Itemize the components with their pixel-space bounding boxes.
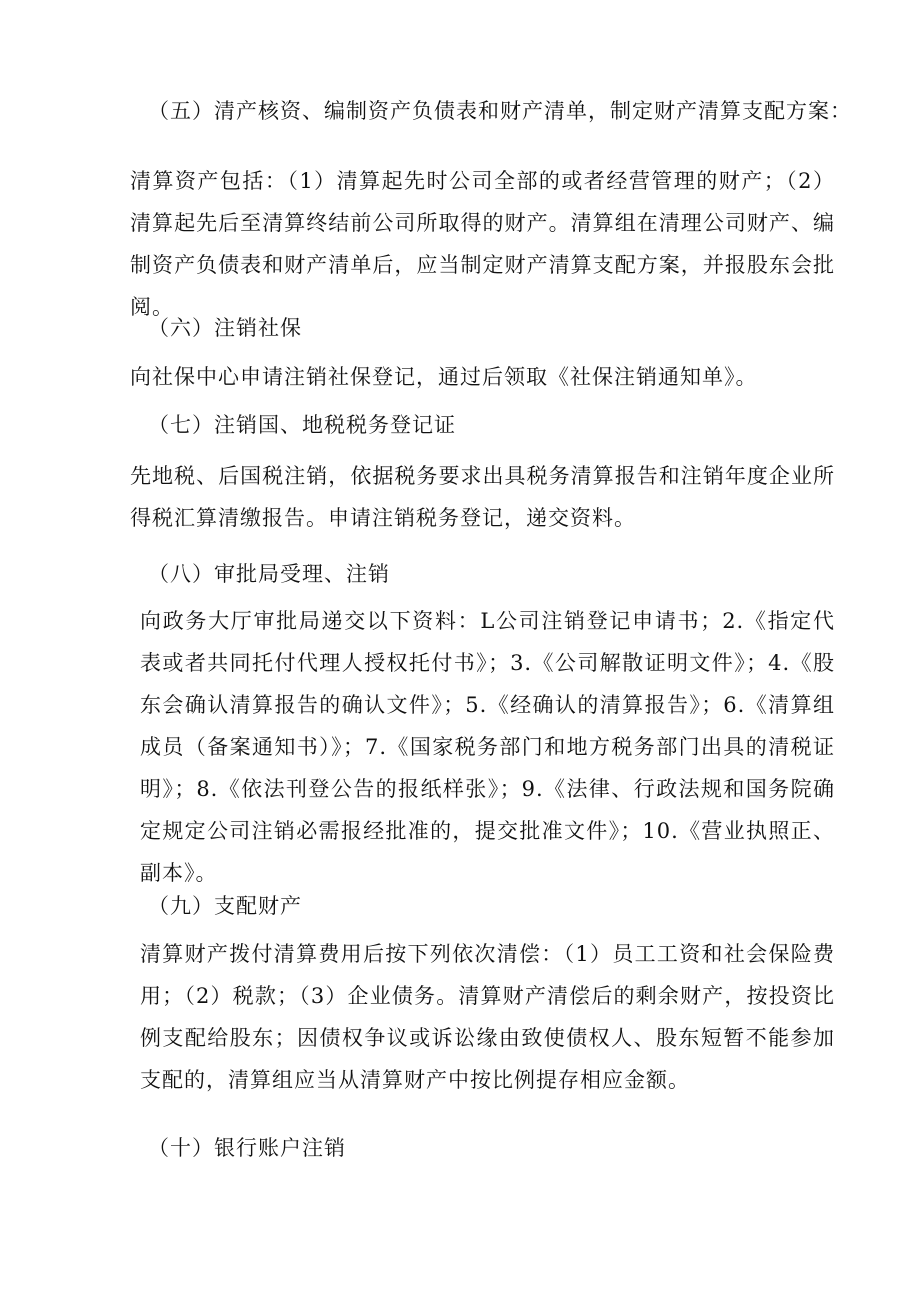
section-6-body: 向社保中心申请注销社保登记，通过后领取《社保注销通知单》。 bbox=[130, 365, 758, 389]
section-9-heading: （九）支配财产 bbox=[148, 894, 302, 918]
section-8-body: 向政务大厅审批局递交以下资料：L公司注销登记申请书；2.《指定代表或者共同托付代理人授权托付书》；3.《公司解散证明文件》；4.《股东会确认清算报告的确认文件》；5.《经确认的清算报告》；6.《清算组成员（备案通知书）》；7.《国家税务部门和地方税务部门出具的清税证明》；8.《依法刊登公告的报纸样张》；9.《法律、行政法规和国务院确定规定公司注销必需报经批准的，提交批准文件》；10.《营业执照正、副本》。 bbox=[140, 609, 835, 885]
section-8-heading: （八）审批局受理、注销 bbox=[148, 562, 390, 586]
section-10-heading: （十）银行账户注销 bbox=[148, 1136, 346, 1160]
section-5-body: 清算资产包括：（1）清算起先时公司全部的或者经营管理的财产；（2）清算起先后至清算终结前公司所取得的财产。清算组在清理公司财产、编制资产负债表和财产清单后，应当制定财产清算支配方案，并报股东会批阅。 bbox=[130, 169, 835, 319]
section-6-heading: （六）注销社保 bbox=[148, 316, 302, 340]
section-7-body: 先地税、后国税注销，依据税务要求出具税务清算报告和注销年度企业所得税汇算清缴报告。申请注销税务登记，递交资料。 bbox=[130, 464, 835, 530]
section-5-heading: （五）清产核资、编制资产负债表和财产清单，制定财产清算支配方案： bbox=[148, 99, 852, 123]
section-7-heading: （七）注销国、地税税务登记证 bbox=[148, 413, 456, 437]
section-9-body: 清算财产拨付清算费用后按下列依次清偿：（1）员工工资和社会保险费用；（2）税款；（3）企业债务。清算财产清偿后的剩余财产，按投资比例支配给股东；因债权争议或诉讼缘由致使债权人、股东短暂不能参加支配的，清算组应当从清算财产中按比例提存相应金额。 bbox=[140, 942, 835, 1092]
